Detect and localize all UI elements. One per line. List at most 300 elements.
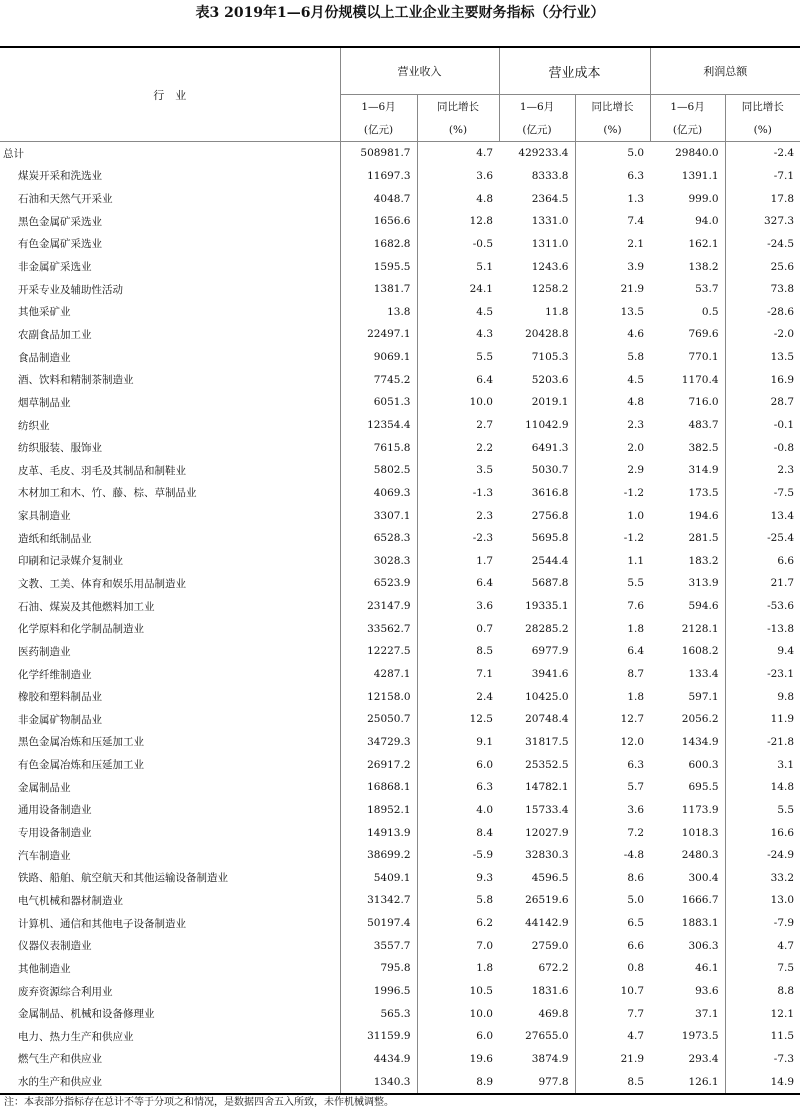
profit-growth-cell: -0.8 (725, 436, 800, 459)
table-row (0, 889, 800, 912)
table-row (0, 663, 800, 686)
revenue-value-cell: 1595.5 (373, 260, 411, 273)
table-row (0, 617, 800, 640)
revenue-value-cell: 31342.7 (367, 894, 411, 907)
profit-growth-cell: 28.7 (725, 391, 800, 414)
revenue-value-cell: 13.8 (387, 305, 411, 318)
revenue-growth-cell: 7.0 (417, 934, 499, 957)
table-row (0, 255, 800, 278)
cost-value-cell: 31817.5 (525, 735, 569, 748)
profit-growth-cell: 4.7 (725, 934, 800, 957)
profit-growth-cell: 13.0 (725, 889, 800, 912)
profit-growth-cell: 9.8 (725, 685, 800, 708)
revenue-growth-cell: 6.4 (417, 368, 499, 391)
cost-value-cell: 6977.9 (531, 645, 569, 658)
cost-growth-cell: 13.5 (575, 300, 650, 323)
revenue-value-cell: 565.3 (380, 1007, 411, 1020)
cost-growth-cell: 1.0 (575, 504, 650, 527)
revenue-value-cell: 4434.9 (373, 1052, 411, 1065)
industry-name-cell: 电气机械和器材制造业 (0, 889, 340, 912)
revenue-growth-cell: 10.5 (417, 980, 499, 1003)
industry-name-cell: 有色金属矿采选业 (0, 233, 340, 256)
industry-name-cell: 农副食品加工业 (0, 323, 340, 346)
cost-value-cell: 1311.0 (531, 237, 569, 250)
cost-growth-cell: 5.5 (575, 572, 650, 595)
revenue-growth-cell: 5.5 (417, 346, 499, 369)
revenue-value-cell: 33562.7 (367, 622, 411, 635)
profit-value-cell: 1883.1 (681, 917, 719, 930)
revenue-growth-cell: 8.5 (417, 640, 499, 663)
profit-value-cell: 597.1 (688, 690, 719, 703)
profit-growth-cell: 17.8 (725, 187, 800, 210)
industry-name-cell: 总计 (0, 142, 340, 165)
cost-growth-cell: 12.0 (575, 731, 650, 754)
cost-value-cell: 2756.8 (531, 509, 569, 522)
cost-value-cell: 2019.1 (531, 396, 569, 409)
industry-name-cell: 黑色金属冶炼和压延加工业 (0, 731, 340, 754)
cost-growth-cell: 2.9 (575, 459, 650, 482)
revenue-value-cell: 1340.3 (340, 1070, 417, 1094)
industry-name-cell: 煤炭开采和洗选业 (0, 165, 340, 188)
cost-value-cell: 11042.9 (525, 419, 569, 431)
profit-growth-cell: -2.4 (725, 142, 800, 165)
profit-growth-cell: -25.4 (725, 527, 800, 550)
table-row (0, 165, 800, 188)
profit-growth-cell: 25.6 (725, 255, 800, 278)
profit-value-cell: 300.4 (688, 871, 719, 884)
financial-indicators-table (0, 46, 800, 1095)
cost-growth-cell: 4.7 (575, 1025, 650, 1048)
profit-value-cell: 716.0 (688, 396, 719, 409)
profit-growth-cell: -13.8 (725, 617, 800, 640)
profit-value-cell: 1170.4 (681, 373, 719, 386)
revenue-growth-header: 同比增长 (417, 95, 499, 119)
revenue-value-cell: 22497.1 (367, 328, 411, 341)
cost-period-header: 1—6月 (499, 95, 575, 119)
cost-growth-cell: 8.6 (575, 867, 650, 890)
revenue-growth-cell: 1.7 (417, 550, 499, 573)
profit-growth-cell: 16.6 (725, 821, 800, 844)
revenue-growth-cell: 24.1 (417, 278, 499, 301)
cost-group-header: 营业成本 (499, 47, 650, 95)
industry-name-cell: 计算机、通信和其他电子设备制造业 (0, 912, 340, 935)
revenue-growth-cell: 1.8 (417, 957, 499, 980)
revenue-growth-cell: 5.8 (417, 889, 499, 912)
revenue-growth-cell: 9.3 (417, 867, 499, 890)
cost-growth-cell: 0.8 (575, 957, 650, 980)
industry-name-cell: 铁路、船舶、航空航天和其他运输设备制造业 (0, 867, 340, 890)
revenue-growth-cell: 4.5 (417, 300, 499, 323)
table-row (0, 1025, 800, 1048)
table-row (0, 550, 800, 573)
revenue-growth-cell: 4.0 (417, 799, 499, 822)
industry-name-cell: 烟草制品业 (0, 391, 340, 414)
cost-growth-cell: 5.0 (575, 889, 650, 912)
table-row (0, 753, 800, 776)
table-row (0, 346, 800, 369)
table-row (0, 595, 800, 618)
revenue-pct-unit-header: (%) (417, 118, 499, 142)
industry-name-cell: 文教、工美、体育和娱乐用品制造业 (0, 572, 340, 595)
revenue-value-cell: 3557.7 (373, 939, 411, 952)
cost-value-cell: 429233.4 (518, 147, 569, 160)
cost-value-cell: 44142.9 (525, 917, 569, 930)
cost-value-cell: 27655.0 (525, 1030, 569, 1043)
cost-value-cell: 3616.8 (531, 486, 569, 499)
profit-value-cell: 46.1 (695, 962, 719, 975)
revenue-value-cell: 795.8 (380, 962, 411, 975)
table-row (0, 1070, 800, 1094)
profit-growth-cell: -28.6 (725, 300, 800, 323)
profit-growth-cell: -7.1 (725, 165, 800, 188)
cost-value-cell: 14782.1 (525, 781, 569, 794)
cost-growth-cell: 3.9 (575, 255, 650, 278)
profit-growth-cell: -7.9 (725, 912, 800, 935)
revenue-value-cell: 6528.3 (373, 532, 411, 545)
profit-value-cell: 93.6 (695, 985, 719, 998)
profit-growth-cell: 33.2 (725, 867, 800, 890)
revenue-value-cell: 6523.9 (373, 577, 411, 590)
revenue-growth-cell: 4.3 (417, 323, 499, 346)
cost-growth-cell: 2.0 (575, 436, 650, 459)
table-row (0, 300, 800, 323)
table-row (0, 187, 800, 210)
revenue-value-cell: 23147.9 (367, 600, 411, 613)
revenue-growth-cell: -2.3 (417, 527, 499, 550)
profit-growth-cell: 13.4 (725, 504, 800, 527)
profit-value-cell: 1173.9 (681, 803, 719, 816)
cost-value-cell: 7105.3 (531, 351, 569, 364)
table-row (0, 527, 800, 550)
cost-value-cell: 4596.5 (531, 871, 569, 884)
revenue-growth-cell: 2.4 (417, 685, 499, 708)
cost-value-cell: 1331.0 (531, 215, 569, 228)
revenue-value-cell: 6051.3 (373, 396, 411, 409)
profit-value-cell: 94.0 (695, 215, 719, 228)
cost-value-cell: 977.8 (499, 1070, 575, 1094)
revenue-value-cell: 4048.7 (373, 192, 411, 205)
cost-growth-cell: 7.4 (575, 210, 650, 233)
revenue-value-cell: 3307.1 (373, 509, 411, 522)
industry-name-cell: 废弃资源综合利用业 (0, 980, 340, 1003)
revenue-value-cell: 508981.7 (360, 147, 411, 160)
profit-unit-header: (亿元) (650, 118, 725, 142)
profit-value-cell: 126.1 (650, 1070, 725, 1094)
profit-growth-cell: -7.5 (725, 482, 800, 505)
profit-growth-cell: 21.7 (725, 572, 800, 595)
table-row (0, 912, 800, 935)
revenue-unit-header: (亿元) (340, 118, 417, 142)
revenue-growth-cell: 19.6 (417, 1048, 499, 1071)
industry-name-cell: 家具制造业 (0, 504, 340, 527)
industry-name-cell: 石油和天然气开采业 (0, 187, 340, 210)
profit-growth-cell: 14.9 (725, 1070, 800, 1094)
revenue-growth-cell: 6.4 (417, 572, 499, 595)
profit-value-cell: 133.4 (688, 668, 719, 681)
revenue-growth-cell: 3.6 (417, 595, 499, 618)
profit-value-cell: 2128.1 (681, 622, 719, 635)
table-row (0, 799, 800, 822)
cost-value-cell: 1243.6 (531, 260, 569, 273)
cost-growth-cell: 8.5 (575, 1070, 650, 1094)
profit-group-header: 利润总额 (650, 47, 800, 95)
cost-value-cell: 5203.6 (531, 373, 569, 386)
industry-name-cell: 燃气生产和供应业 (0, 1048, 340, 1071)
cost-value-cell: 5687.8 (531, 577, 569, 590)
industry-name-cell: 专用设备制造业 (0, 821, 340, 844)
revenue-value-cell: 34729.3 (367, 735, 411, 748)
revenue-value-cell: 1996.5 (373, 985, 411, 998)
revenue-value-cell: 1381.7 (373, 283, 411, 296)
profit-growth-cell: 16.9 (725, 368, 800, 391)
profit-value-cell: 483.7 (688, 419, 719, 431)
cost-growth-cell: -1.2 (575, 527, 650, 550)
industry-name-cell: 医药制造业 (0, 640, 340, 663)
table-row (0, 640, 800, 663)
cost-growth-cell: 12.7 (575, 708, 650, 731)
revenue-growth-cell: 0.7 (417, 617, 499, 640)
revenue-value-cell: 12354.4 (367, 419, 411, 431)
table-row (0, 980, 800, 1003)
profit-value-cell: 37.1 (695, 1007, 719, 1020)
cost-value-cell: 1831.6 (531, 985, 569, 998)
revenue-growth-cell: -0.5 (417, 233, 499, 256)
cost-value-cell: 8333.8 (531, 169, 569, 182)
revenue-growth-cell: 4.8 (417, 187, 499, 210)
cost-growth-cell: 2.1 (575, 233, 650, 256)
cost-growth-cell: 6.3 (575, 165, 650, 188)
industry-name-cell: 印刷和记录媒介复制业 (0, 550, 340, 573)
industry-name-cell: 食品制造业 (0, 346, 340, 369)
profit-value-cell: 162.1 (688, 237, 719, 250)
cost-value-cell: 2544.4 (531, 554, 569, 567)
industry-name-cell: 汽车制造业 (0, 844, 340, 867)
cost-growth-cell: 5.7 (575, 776, 650, 799)
revenue-value-cell: 38699.2 (367, 849, 411, 862)
industry-name-cell: 橡胶和塑料制品业 (0, 685, 340, 708)
profit-value-cell: 1018.3 (681, 826, 719, 839)
profit-value-cell: 2480.3 (681, 849, 719, 862)
profit-value-cell: 2056.2 (681, 713, 719, 726)
cost-growth-cell: 2.3 (575, 414, 650, 437)
profit-value-cell: 173.5 (688, 486, 719, 499)
revenue-value-cell: 5409.1 (373, 871, 411, 884)
industry-name-cell: 水的生产和供应业 (0, 1070, 340, 1094)
profit-growth-cell: 12.1 (725, 1002, 800, 1025)
profit-value-cell: 594.6 (688, 600, 719, 613)
industry-name-cell: 非金属矿物制品业 (0, 708, 340, 731)
profit-growth-cell: 2.3 (725, 459, 800, 482)
table-body (0, 142, 800, 1094)
revenue-value-cell: 26917.2 (367, 758, 411, 771)
table-row (0, 414, 800, 437)
cost-growth-cell: 5.0 (575, 142, 650, 165)
profit-growth-cell: 7.5 (725, 957, 800, 980)
cost-growth-cell: 7.2 (575, 821, 650, 844)
cost-value-cell: 32830.3 (525, 849, 569, 862)
industry-name-cell: 其他制造业 (0, 957, 340, 980)
table-row (0, 459, 800, 482)
profit-value-cell: 281.5 (688, 532, 719, 545)
profit-growth-cell: 327.3 (725, 210, 800, 233)
table-row (0, 934, 800, 957)
profit-growth-cell: 11.9 (725, 708, 800, 731)
profit-growth-cell: -2.0 (725, 323, 800, 346)
table-row (0, 867, 800, 890)
revenue-growth-cell: 6.0 (417, 1025, 499, 1048)
profit-value-cell: 194.6 (688, 509, 719, 522)
profit-value-cell: 314.9 (688, 464, 719, 477)
revenue-value-cell: 11697.3 (367, 169, 411, 182)
profit-value-cell: 1973.5 (681, 1030, 719, 1043)
cost-value-cell: 11.8 (545, 305, 569, 318)
industry-column-header: 行 业 (0, 47, 340, 142)
cost-unit-header: (亿元) (499, 118, 575, 142)
revenue-growth-cell: -1.3 (417, 482, 499, 505)
profit-value-cell: 306.3 (688, 939, 719, 952)
profit-growth-cell: -24.5 (725, 233, 800, 256)
revenue-growth-cell: 2.3 (417, 504, 499, 527)
revenue-value-cell: 4069.3 (373, 486, 411, 499)
cost-value-cell: 3941.6 (531, 668, 569, 681)
profit-growth-cell: 11.5 (725, 1025, 800, 1048)
profit-value-cell: 313.9 (688, 577, 719, 590)
table-row (0, 821, 800, 844)
profit-growth-cell: 3.1 (725, 753, 800, 776)
profit-value-cell: 770.1 (688, 351, 719, 364)
cost-growth-cell: -4.8 (575, 844, 650, 867)
table-row (0, 776, 800, 799)
cost-value-cell: 672.2 (538, 962, 569, 975)
profit-value-cell: 29840.0 (675, 147, 719, 160)
cost-value-cell: 5030.7 (531, 464, 569, 477)
cost-growth-cell: 3.6 (575, 799, 650, 822)
revenue-growth-cell: 8.4 (417, 821, 499, 844)
cost-growth-cell: 8.7 (575, 663, 650, 686)
profit-growth-cell: 8.8 (725, 980, 800, 1003)
industry-name-cell: 金属制品、机械和设备修理业 (0, 1002, 340, 1025)
revenue-group-header: 营业收入 (340, 47, 499, 95)
table-row (0, 957, 800, 980)
industry-name-cell: 非金属矿采选业 (0, 255, 340, 278)
cost-growth-cell: 4.5 (575, 368, 650, 391)
profit-value-cell: 0.5 (701, 305, 719, 318)
footnote: 注：本表部分指标存在总计不等于分项之和情况，是数据四舍五入所致，未作机械调整。 (4, 1097, 394, 1108)
revenue-growth-cell: 5.1 (417, 255, 499, 278)
revenue-growth-cell: 12.5 (417, 708, 499, 731)
revenue-growth-cell: 9.1 (417, 731, 499, 754)
table-row (0, 278, 800, 301)
cost-value-cell: 5695.8 (531, 532, 569, 545)
revenue-growth-cell: 2.7 (417, 414, 499, 437)
profit-value-cell: 1391.1 (681, 169, 719, 182)
cost-growth-cell: 7.7 (575, 1002, 650, 1025)
profit-value-cell: 999.0 (688, 192, 719, 205)
revenue-value-cell: 31159.9 (367, 1030, 411, 1043)
cost-value-cell: 20748.4 (525, 713, 569, 726)
industry-name-cell: 开采专业及辅助性活动 (0, 278, 340, 301)
revenue-growth-cell: 3.6 (417, 165, 499, 188)
industry-name-cell: 酒、饮料和精制茶制造业 (0, 368, 340, 391)
profit-growth-header: 同比增长 (725, 95, 800, 119)
profit-growth-cell: -53.6 (725, 595, 800, 618)
profit-pct-unit-header: (%) (725, 118, 800, 142)
industry-name-cell: 其他采矿业 (0, 300, 340, 323)
cost-growth-cell: 6.6 (575, 934, 650, 957)
table-row (0, 685, 800, 708)
cost-growth-cell: 1.8 (575, 617, 650, 640)
table-row (0, 708, 800, 731)
industry-name-cell: 纺织服装、服饰业 (0, 436, 340, 459)
revenue-value-cell: 7745.2 (373, 373, 411, 386)
industry-name-cell: 木材加工和木、竹、藤、棕、草制品业 (0, 482, 340, 505)
cost-growth-cell: 21.9 (575, 1048, 650, 1071)
table-row (0, 731, 800, 754)
cost-value-cell: 3874.9 (531, 1052, 569, 1065)
industry-name-cell: 有色金属冶炼和压延加工业 (0, 753, 340, 776)
table-row (0, 1048, 800, 1071)
revenue-growth-cell: 12.8 (417, 210, 499, 233)
cost-growth-cell: 4.8 (575, 391, 650, 414)
cost-value-cell: 10425.0 (525, 690, 569, 703)
revenue-value-cell: 25050.7 (367, 713, 411, 726)
profit-value-cell: 382.5 (688, 441, 719, 454)
cost-value-cell: 6491.3 (531, 441, 569, 454)
cost-growth-cell: 21.9 (575, 278, 650, 301)
profit-growth-cell: -0.1 (725, 414, 800, 437)
cost-growth-cell: 6.5 (575, 912, 650, 935)
revenue-period-header: 1—6月 (361, 101, 396, 113)
table-row (0, 504, 800, 527)
cost-value-cell: 2759.0 (531, 939, 569, 952)
revenue-growth-cell: -5.9 (417, 844, 499, 867)
profit-value-cell: 1666.7 (681, 894, 719, 907)
profit-value-cell: 1434.9 (681, 735, 719, 748)
revenue-value-cell: 4287.1 (373, 668, 411, 681)
profit-growth-cell: -21.8 (725, 731, 800, 754)
revenue-value-cell: 18952.1 (367, 803, 411, 816)
revenue-value-cell: 3028.3 (373, 554, 411, 567)
profit-value-cell: 600.3 (688, 758, 719, 771)
table-row (0, 210, 800, 233)
table-row (0, 368, 800, 391)
cost-value-cell: 1258.2 (531, 283, 569, 296)
profit-growth-cell: 5.5 (725, 799, 800, 822)
industry-name-cell: 化学纤维制造业 (0, 663, 340, 686)
cost-value-cell: 25352.5 (525, 758, 569, 771)
revenue-growth-cell: 6.3 (417, 776, 499, 799)
cost-value-cell: 2364.5 (531, 192, 569, 205)
industry-name-cell: 仪器仪表制造业 (0, 934, 340, 957)
revenue-growth-cell: 8.9 (417, 1070, 499, 1094)
revenue-growth-cell: 3.5 (417, 459, 499, 482)
profit-value-cell: 1608.2 (681, 645, 719, 658)
table-row (0, 844, 800, 867)
profit-value-cell: 769.6 (688, 328, 719, 341)
revenue-value-cell: 16868.1 (367, 781, 411, 794)
profit-growth-cell: 13.5 (725, 346, 800, 369)
cost-value-cell: 469.8 (538, 1007, 569, 1020)
revenue-value-cell: 1656.6 (373, 215, 411, 228)
table-row (0, 572, 800, 595)
cost-growth-cell: -1.2 (575, 482, 650, 505)
profit-value-cell: 293.4 (688, 1052, 719, 1065)
total-row (0, 142, 800, 165)
cost-value-cell: 19335.1 (525, 600, 569, 613)
cost-value-cell: 20428.8 (525, 328, 569, 341)
profit-growth-cell: -7.3 (725, 1048, 800, 1071)
table-row (0, 391, 800, 414)
